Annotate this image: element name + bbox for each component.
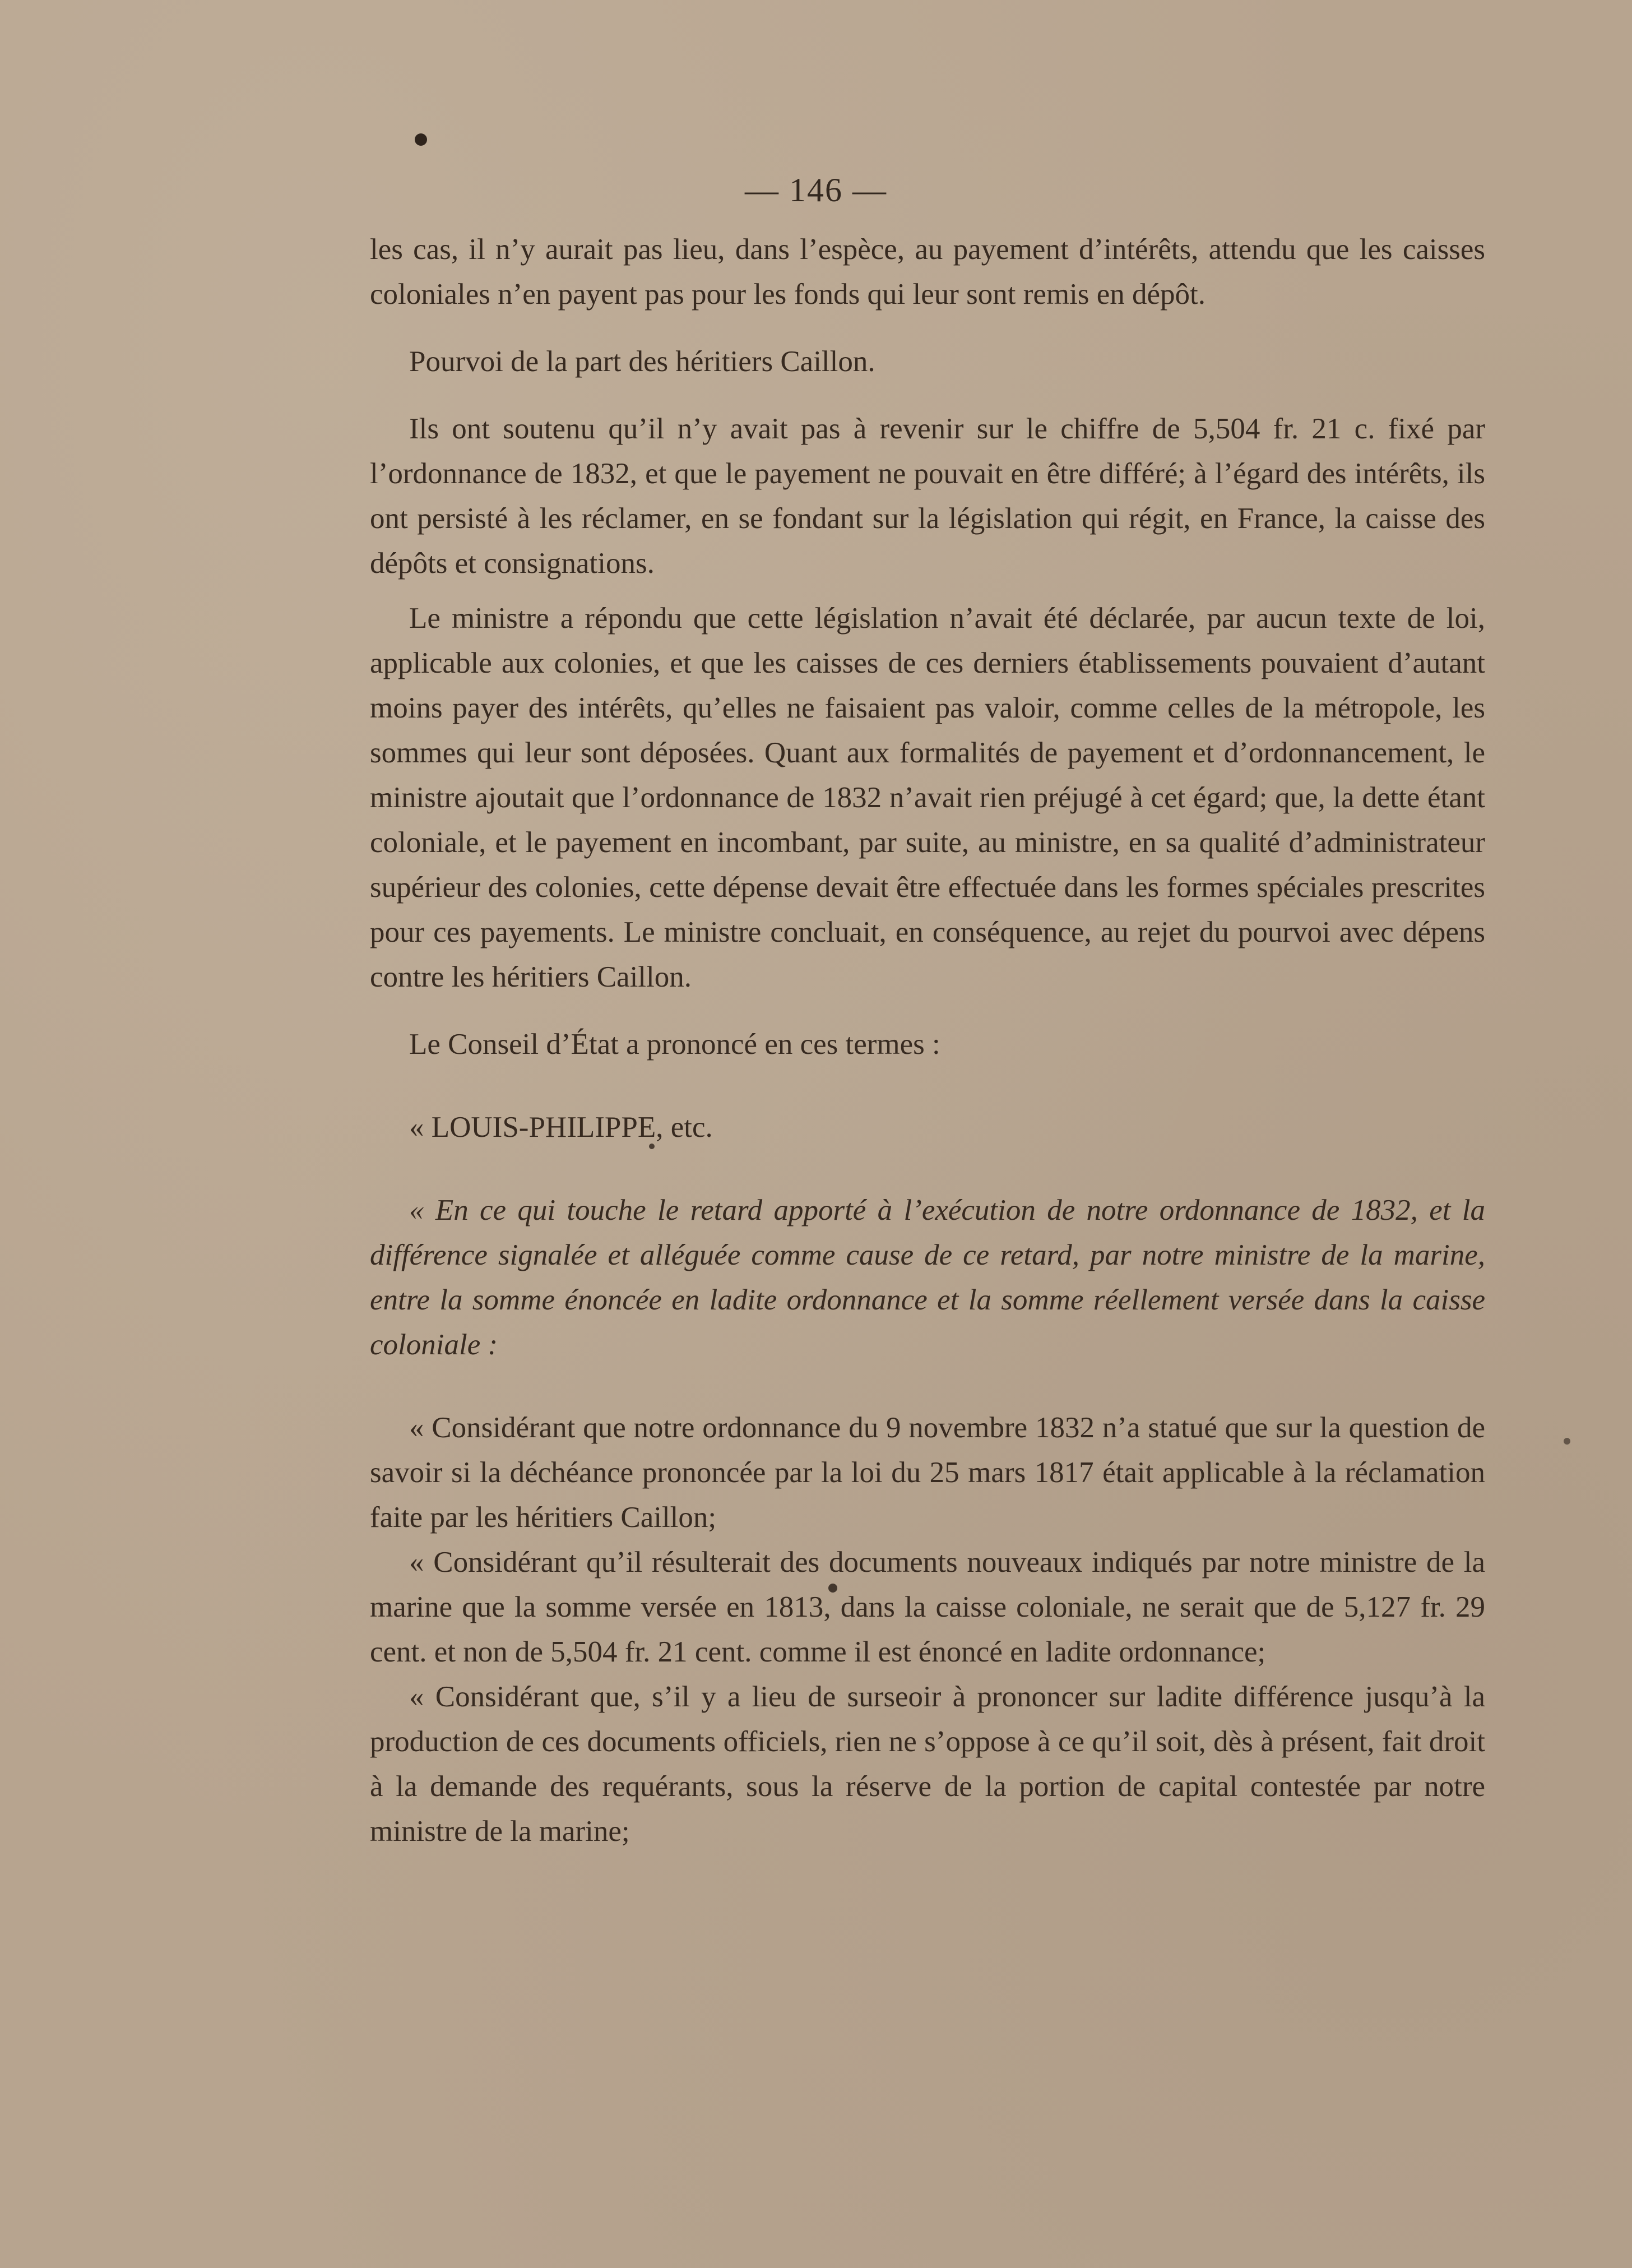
paragraph-considering-3: « Considérant que, s’il y a lieu de surseoir à prononcer sur ladite différence jusqu’à la production de ces documents officiels, rien ne s’oppose à ce qu’il soit, dès à présent, fait droit à la demande des requérants, sous la réserve de la portion de capital contestée par notre ministre de la marine;	[370, 1681, 1485, 1848]
paragraph-considering-1: « Considérant que notre ordonnance du 9 novembre 1832 n’a statué que sur la question de savoir si la déchéance prononcée par la loi du 25 mars 1817 était applicable à la réclamation faite par les héritiers Caillon;	[370, 1411, 1485, 1534]
paragraph-considering-2: « Considérant qu’il résulterait des documents nouveaux indiqués par notre ministre de la marine que la somme versée en 1813, dans la caisse coloniale, ne serait que de 5,127 fr. 29 cent. et non de 5,504 fr. 21 cent. comme il est énoncé en ladite ordonnance;	[370, 1546, 1485, 1668]
page-number: — 146 —	[745, 172, 887, 209]
ink-speck	[415, 133, 427, 146]
body-text	[370, 227, 1485, 1854]
ink-speck	[1564, 1438, 1570, 1445]
paragraph-council-ruling-intro: Le Conseil d’État a prononcé en ces termes :	[409, 1028, 940, 1061]
paragraph-royal-heading: « LOUIS-PHILIPPE, etc.	[409, 1111, 713, 1144]
paragraph-minister-response: Le ministre a répondu que cette législation n’avait été déclarée, par aucun texte de loi, applicable aux colonies, et que les caisses de ces derniers établissements pouvaient d’autant moins payer des intérêts, qu’elles ne faisaient pas valoir, comme celles de la métropole, les sommes qui leur sont déposées. Quant aux formalités de payement et d’ordonnancement, le ministre ajoutait que l’ordonnance de 1832 n’avait rien préjugé à cet égard; que, la dette étant coloniale, et le payement en incombant, par suite, au ministre, en sa qualité d’administrateur supérieur des colonies, cette dépense devait être effectuée dans les formes spéciales prescrites pour ces payements. Le ministre concluait, en conséquence, au rejet du pourvoi avec dépens contre les héritiers Caillon.	[370, 602, 1485, 993]
paragraph-continuation: les cas, il n’y aurait pas lieu, dans l’espèce, au payement d’intérêts, attendu que les caisses coloniales n’en payent pas pour les fonds qui leur sont remis en dépôt.	[370, 233, 1485, 311]
paragraph-appeal: Pourvoi de la part des héritiers Caillon.	[409, 345, 875, 378]
paragraph-italic-considering: « En ce qui touche le retard apporté à l’exécution de notre ordonnance de 1832, et la différence signalée et alléguée comme cause de ce retard, par notre ministre de la marine, entre la somme énoncée en ladite ordonnance et la somme réellement versée dans la caisse coloniale :	[370, 1194, 1485, 1361]
paragraph-heirs-argument: Ils ont soutenu qu’il n’y avait pas à revenir sur le chiffre de 5,504 fr. 21 c. fixé par l’ordonnance de 1832, et que le payement ne pouvait en être différé; à l’égard des intérêts, ils ont persisté à les réclamer, en se fondant sur la législation qui régit, en France, la caisse des dépôts et consignations.	[370, 413, 1485, 580]
